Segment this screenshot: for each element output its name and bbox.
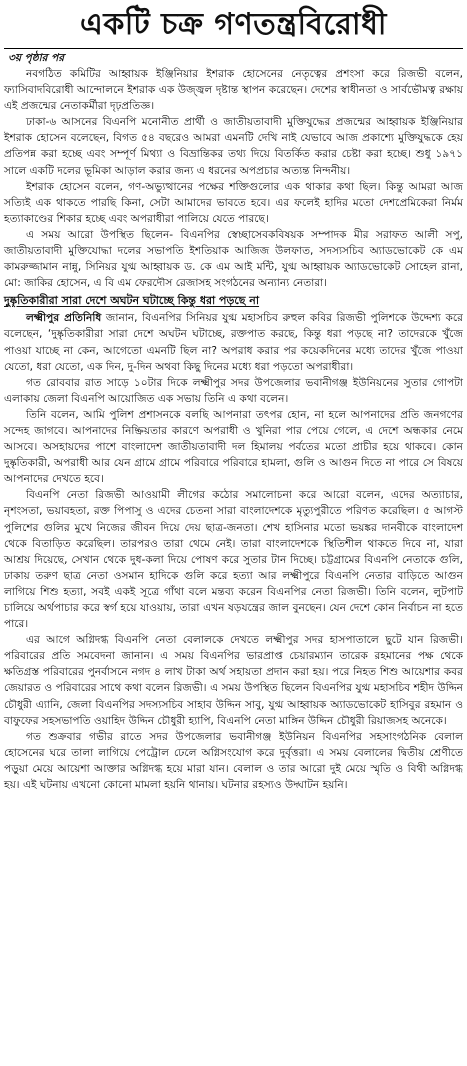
- paragraph-1: নবগঠিত কমিটির আহ্বায়ক ইঞ্জিনিয়ার ইশরাক হোসেনের নেতৃত্বের প্রশংসা করে রিজভী বলেন, ফ্যাসিবাদবিরোধী আন্দোলনে ইশরাক এক উজ্জ্বল দৃষ্টান্ত স্থাপন করেছেন। দেশের স্বাধীনতা ও সার্বভৌমত্ব রক্ষায় এই প্রজন্মের নেতাকর্মীরা দৃঢ়প্রতিজ্ঞ।: [4, 68, 463, 113]
- paragraph-5: [4, 310, 463, 374]
- paragraph-4: এ সময় আরো উপস্থিত ছিলেন- বিএনপির স্বেচ্ছাসেবকবিষয়ক সম্পাদক মীর সরাফত আলী সপু, জাতীয়তাবাদী মুক্তিযোদ্ধা দলের সভাপতি ইশতিয়াক আজিজ উলফাত, সদস্যসচিব অ্যাডভোকেট কে এম কামরুজ্জামান নান্নু, সিনিয়র যুগ্ম আহ্বায়ক ড. কে এম আই মন্টি, যুগ্ম আহ্বায়ক অ্যাডভোকেট সোহেল রানা, মো: জাকির হোসেন, এ বি এম ফেরদৌস রেজাসহ সংগঠনের অন্যান্য নেতারা।: [4, 228, 463, 290]
- paragraph-6: গত রোববার রাত সাড়ে ১০টার দিকে লক্ষ্মীপুর সদর উপজেলার ভবানীগঞ্জ ইউনিয়নের সুতার গোপটা এলাকায় জেলা বিএনপি আয়োজিত এক সভায় তিনি এ কথা বলেন।: [4, 376, 463, 405]
- paragraph-10: গত শুক্রবার গভীর রাতে সদর উপজেলার ভবানীগঞ্জ ইউনিয়ন বিএনপির সহসাংগঠনিক বেলাল হোসেনের ঘরে তালা লাগিয়ে পেট্রোল ঢেলে অগ্নিসংযোগ করে দুর্বৃত্তরা। এ সময় বেলালের দ্বিতীয় শ্রেণীতে পড়ুয়া মেয়ে আয়েশা আক্তার অগ্নিদগ্ধ হয়ে মারা যান। বেলাল ও তার আরো দুই মেয়ে স্মৃতি ও বিথী অগ্নিদগ্ধ হয়। এই ঘটনায় এখনো কোনো মামলা হয়নি থানায়। ঘটনার রহস্যও উদ্ঘাটন হয়নি।: [4, 730, 463, 792]
- article-headline: একটি চক্র গণতন্ত্রবিরোধী: [4, 0, 463, 49]
- dateline: লক্ষ্মীপুর প্রতিনিধি: [26, 312, 102, 325]
- paragraph-7: তিনি বলেন, আমি পুলিশ প্রশাসনকে বলছি আপনারা তৎপর হোন, না হলে আপনাদের প্রতি জনগণের সন্দেহ জাগবে। আপনাদের নিষ্ক্রিয়তার কারণে অপরাধী ও খুনিরা পার পেয়ে গেলে, এ দেশে অন্ধকার নেমে আসবে। অসহায়দের পাশে বাংলাদেশ জাতীয়তাবাদী দল হিমালয় পর্বতের মতো প্রাচীর হয়ে থাকবে। কোন দুষ্কৃতিকারী, অপরাধী আর যেন গ্রামে গ্রামে পরিবারে পরিবারে হামলা, গুলি ও আগুন দিতে না পারে সে বিষয়ে আপনাদের দেখতে হবে।: [4, 408, 463, 486]
- paragraph-9: এর আগে অগ্নিদগ্ধ বিএনপি নেতা বেলালকে দেখতে লক্ষ্মীপুর সদর হাসপাতালে ছুটে যান রিজভী। পরিবারের প্রতি সমবেদনা জানান। এ সময় বিএনপির ভারপ্রাপ্ত চেয়ারম্যান তারেক রহমানের পক্ষ থেকে ক্ষতিগ্রস্ত পরিবারের পুনর্বাসনে নগদ ৪ লাখ টাকা অর্থ সহায়তা প্রদান করা হয়। পরে নিহত শিশু আয়েশার কবর জেয়ারত ও পরিবারের সাথে কথা বলেন রিজভী। এ সময় উপস্থিত ছিলেন বিএনপির যুগ্ম মহাসচিব শহীদ উদ্দিন চৌধুরী এ্যানি, জেলা বিএনপির সদস্যসচিব সাহাব উদ্দিন সাবু, যুগ্ম আহ্বায়ক অ্যাডভোকেট হাসিবুর রহমান ও বাফুফের সহসভাপতি ওয়াহিদ উদ্দিন চৌধুরী হ্যাপি, বিএনপি নেতা মাঙ্গিন উদ্দিন চৌধুরী রিয়াজসহ অনেকে।: [4, 634, 463, 727]
- paragraph-2: ঢাকা-৬ আসনের বিএনপি মনোনীত প্রার্থী ও জাতীয়তাবাদী মুক্তিযুদ্ধের প্রজন্মের আহ্বায়ক ইঞ্জিনিয়ার ইশরাক হোসেন বলেছেন, বিগত ৫৪ বছরেও আমরা এমনটি দেখি নাই যেভাবে আজ প্রকাশ্যে মুক্তিযুদ্ধকে হেয় প্রতিপন্ন করা হচ্ছে এবং সম্পূর্ণ মিথ্যা ও বিভ্রান্তিকর তথ্য দিয়ে বিতর্কিত করার চেষ্টা করা হচ্ছে। শুধু ১৯৭১ সালে একটি দলের ভূমিকা আড়াল করার জন্য এ ধরনের অপপ্রচার অত্যন্ত নিন্দনীয়।: [4, 116, 463, 177]
- article-subheading: দুষ্কৃতিকারীরা সারা দেশে অঘটন ঘটাচ্ছে কিন্তু ধরা পড়ছে না: [4, 294, 260, 308]
- paragraph-3: ইশরাক হোসেন বলেন, গণ-অভ্যুত্থানের পক্ষের শক্তিগুলোর এক থাকার কথা ছিল। কিন্তু আমরা আজ সত্যিই এক থাকতে পারছি কিনা, সেটা আমাদের ভাবতে হবে। এর ফলেই হাদির মতো দেশপ্রেমিকেরা নির্মম হত্যাকাণ্ডের শিকার হচ্ছে এবং অপরাধীরা পালিয়ে যেতে পারছে।: [4, 180, 463, 225]
- continued-from-label: ৩য় পৃষ্ঠার পর: [8, 52, 65, 64]
- paragraph-8: বিএনপি নেতা রিজভী আওয়ামী লীগের কঠোর সমালোচনা করে আরো বলেন, এদের অত্যাচার, নৃশংসতা, ভয়াবহতা, রক্ত পিপাসু ও এদের চেতনা সারা বাংলাদেশকে মৃত্যুপুরীতে পরিণত করেছিল। ৫ আগস্ট পুলিশের গুলির মুখে নিজের জীবন দিয়ে দেয় ছাত্র-জনতা। শেখ হাসিনার মতো ভয়ঙ্কর দানবীকে বাংলাদেশ থেকে বিতাড়িত করেছিল। তারপরও তারা থেমে নেই। তারা বাংলাদেশকে স্থিতিশীল থাকতে দিবে না, যারা আশ্রয় দিয়েছে, সেখান থেকে দুধ-কলা দিয়ে পোষণ করে সুতার টান দিচ্ছে। চট্টগ্রামের বিএনপি নেতাকে গুলি, ঢাকায় তরুণ ছাত্র নেতা ওসমান হাদিকে গুলি করে হত্যা আর লক্ষ্মীপুরে বিএনপি নেতার বাড়িতে আগুন লাগিয়ে শিশু হত্যা, সবই একই সূত্রে গাঁথা বলে মন্তব্য করেন বিএনপির নেতা রিজভী। তিনি বলেন, লুটপাট চালিয়ে অর্থপাচার করে স্বর্গ হয়ে যাওয়ায়, তারা এখন ষড়যন্ত্রের জাল বুনছেন। যেন দেশে কোন নির্বাচন না হতে পারে।: [4, 489, 463, 631]
- dateline-text: জানান, বিএনপির সিনিয়র যুগ্ম মহাসচিব রুহুল কবির রিজভী পুলিশকে উদ্দেশ্য করে বলেছেন, ‘দুষ্কৃতিকারীরা সারা দেশে অঘটন ঘটাচ্ছে, রক্তপাত করছে, কিন্তু ধরা পড়ছে না? তাদেরকে খুঁজে পাওয়া যাচ্ছে না কেন, আগেতো এমনটি ছিল না? অপরাধ করার পর কয়েকদিনের মধ্যে তাদের খুঁজে পাওয়া যেতো, ধরা যেতো, এক দিন, দু-দিন অথবা কিছু দিনের মধ্যে ধরা পড়তো অপরাধীরা।: [4, 312, 463, 373]
